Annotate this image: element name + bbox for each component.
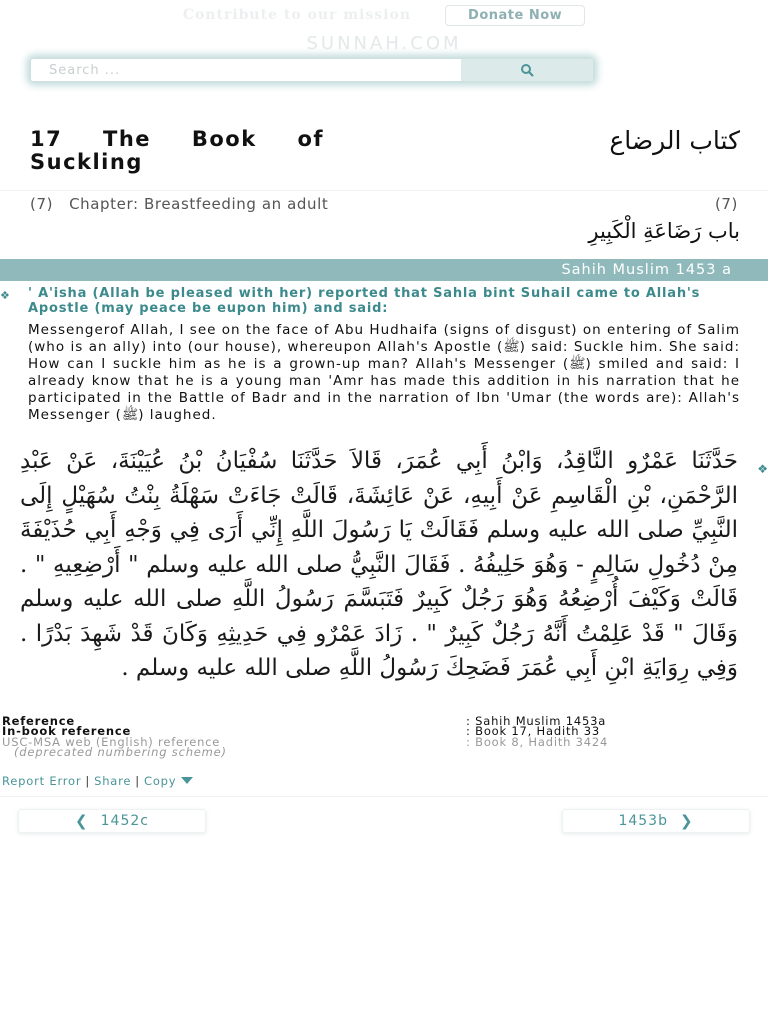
hadith-english-text: Messengerof Allah, I see on the face of Abu Hudhaifa (signs of disgust) on entering of Salim (who is an ally) into (our house), whereupon Allah's Apostle (ﷺ) said: Suckle him. She said: How can I suckle him as he is a grown-up man? Allah's Messenger (ﷺ) smiled and said: I already know that he is a young man 'Amr has made this addition in his narration that he participated in the Battle of Badr and in the narration of Ibn 'Umar (the words are): Allah's Messenger (ﷺ) laughed. [28, 322, 741, 423]
hadith-marker-icon[interactable]: ❖ [0, 289, 11, 302]
usc-label: USC-MSA web (English) reference [2, 734, 221, 749]
book-english-title: 17 The Book of Suckling [30, 127, 325, 174]
chapter-number-left: (7) [30, 195, 54, 213]
report-error-link[interactable]: Report Error [2, 773, 82, 788]
narrator-text: ' A'isha (Allah be pleased with her) reported that Sahla bint Suhail came to Allah's Apostle (may peace be eupon him) and said: [28, 286, 701, 316]
next-hadith-button[interactable] [562, 809, 750, 833]
hadith-arabic-text: حَدَّثَنَا عَمْرٌو النَّاقِدُ، وَابْنُ أَبِي عُمَرَ، قَالاَ حَدَّثَنَا سُفْيَانُ بْنُ عُيَيْنَةَ، عَنْ عَبْدِ الرَّحْمَنِ، بْنِ الْقَاسِمِ عَنْ أَبِيهِ، عَنْ عَائِشَةَ، قَالَتْ جَاءَتْ سَهْلَةُ بِنْتُ سُهَيْلٍ إِلَى النَّبِيِّ صلى الله عليه وسلم فَقَالَتْ يَا رَسُولَ اللَّهِ إِنِّي أَرَى فِي وَجْهِ أَبِي حُذَيْفَةَ مِنْ دُخُولِ سَالِمٍ - وَهُوَ حَلِيفُهُ . فَقَالَ النَّبِيُّ صلى الله عليه وسلم " أَرْضِعِيهِ " . قَالَتْ وَكَيْفَ أُرْضِعُهُ وَهُوَ رَجُلٌ كَبِيرٌ فَتَبَسَّمَ رَسُولُ اللَّهِ صلى الله عليه وسلم وَقَالَ " قَدْ عَلِمْتُ أَنَّهُ رَجُلٌ كَبِيرٌ " . زَادَ عَمْرٌو فِي حَدِيثِهِ وَكَانَ قَدْ شَهِدَ بَدْرًا . وَفِي رِوَايَةِ ابْنِ أَبِي عُمَرَ فَضَحِكَ رَسُولُ اللَّهِ صلى الله عليه وسلم . [20, 448, 738, 681]
book-title [0, 128, 768, 190]
hadith-actions [0, 774, 768, 788]
inbook-label: In-book reference [2, 724, 132, 738]
copy-link[interactable] [144, 774, 193, 788]
top-bar [0, 0, 768, 30]
logo-text: SUNNAH.COM [306, 33, 462, 54]
search-bar [30, 58, 594, 82]
reference-label: Reference [2, 713, 75, 728]
inbook-value: : Book 17, Hadith 33 [466, 724, 601, 738]
hadith-arabic-block [0, 424, 768, 686]
chapter-number-right: (7) [714, 195, 738, 213]
site-logo[interactable] [0, 30, 768, 58]
separator: | [85, 773, 91, 788]
arabic-marker-icon[interactable]: ❖ [757, 462, 768, 476]
share-link[interactable]: Share [94, 773, 132, 788]
search-button[interactable] [461, 59, 593, 81]
previous-hadith-button[interactable] [18, 809, 206, 833]
previous-hadith-label: 1452c [100, 812, 149, 829]
references [0, 713, 768, 759]
separator: | [135, 773, 140, 788]
donate-button[interactable]: Donate Now [445, 5, 585, 26]
next-hadith-label: 1453b [618, 812, 668, 829]
book-arabic-title: كتاب الرضاع [609, 126, 740, 155]
deprecated-note: (deprecated numbering scheme) [14, 745, 227, 759]
chevron-left-icon: ❮ [75, 811, 89, 830]
contribute-text: Contribute to our mission [182, 7, 412, 23]
copy-label: Copy [143, 773, 177, 788]
usc-value: : Book 8, Hadith 3424 [466, 734, 609, 749]
chevron-right-icon: ❯ [679, 811, 694, 830]
hadith-navigation [0, 809, 768, 833]
hadith-reference-bar: Sahih Muslim 1453 a [0, 259, 768, 281]
divider [0, 796, 768, 797]
reference-value: : Sahih Muslim 1453a [466, 713, 607, 728]
chapter-arabic-title: باب رَضَاعَةِ الْكَبِيرِ [588, 219, 740, 243]
chapter-header [0, 191, 768, 213]
search-input[interactable] [31, 59, 461, 81]
hadith-narrator [0, 281, 768, 316]
chevron-down-icon [181, 777, 193, 785]
search-icon [520, 63, 534, 77]
chapter-title: Chapter: Breastfeeding an adult [69, 195, 329, 213]
